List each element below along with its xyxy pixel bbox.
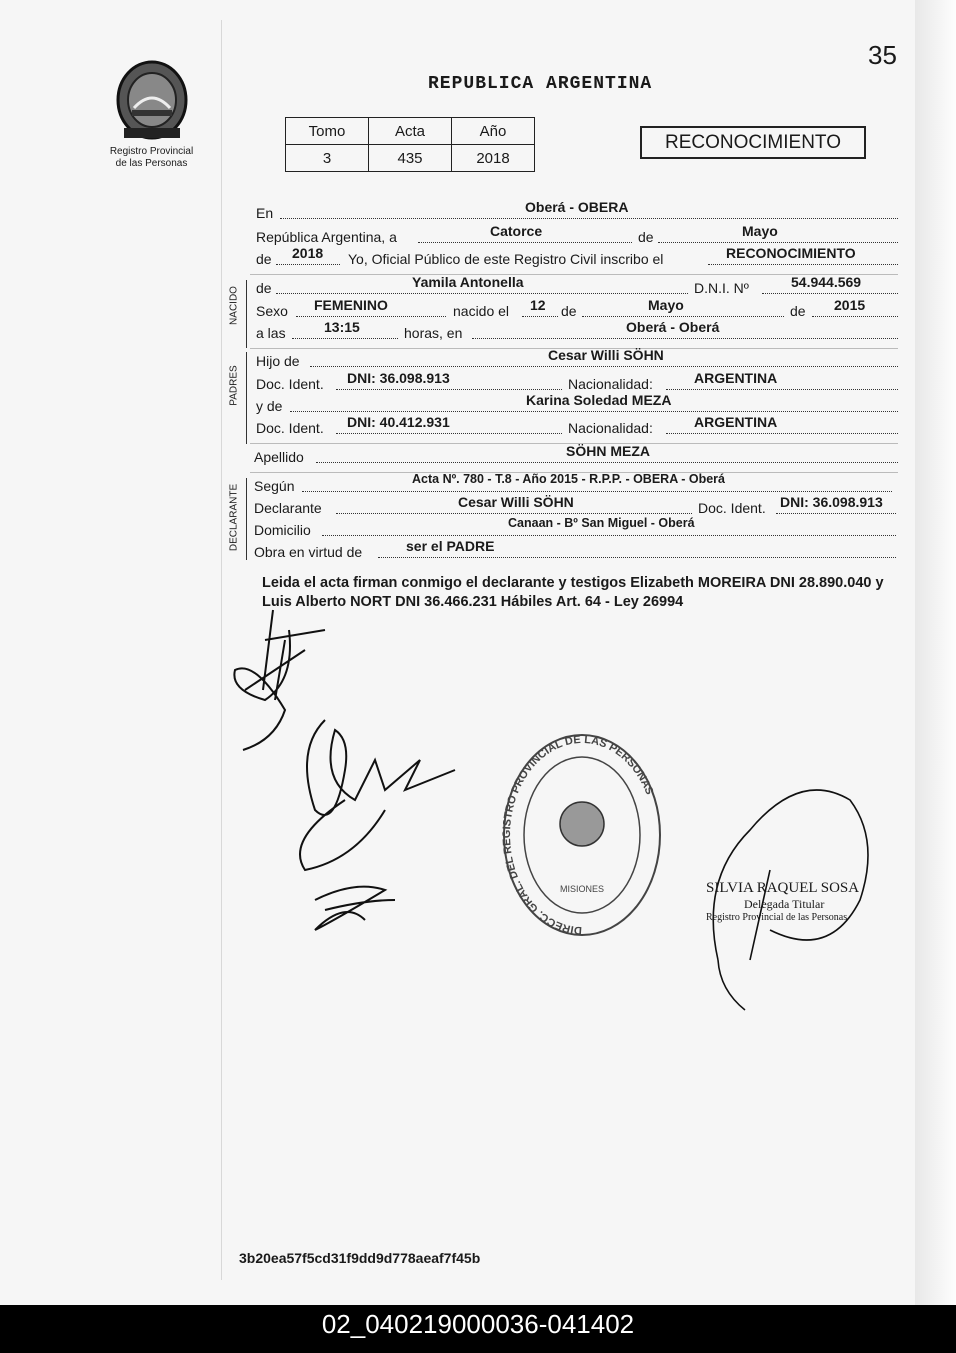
horas-label: horas, en <box>404 325 463 341</box>
birth-de1: de <box>561 303 577 319</box>
dni-label: D.N.I. Nº <box>694 280 749 296</box>
sexo-value: FEMENINO <box>314 297 388 313</box>
declarante-side-label: DECLARANTE <box>228 483 240 552</box>
obra-label: Obra en virtud de <box>254 544 363 560</box>
republica-label: República Argentina, a <box>256 229 397 245</box>
year-prefix: de <box>256 251 272 267</box>
registry-seal <box>500 732 665 942</box>
birth-month: Mayo <box>648 297 684 313</box>
record-type-box: RECONOCIMIENTO <box>640 126 866 159</box>
declarante-label: Declarante <box>254 500 322 516</box>
nac2-label: Nacionalidad: <box>568 420 653 436</box>
line-doc2 <box>256 414 898 440</box>
inscribo-value: RECONOCIMIENTO <box>726 245 856 261</box>
segun-label: Según <box>254 478 295 494</box>
table-value-acta: 435 <box>369 145 452 172</box>
obra-value: ser el PADRE <box>406 538 495 554</box>
name-value: Yamila Antonella <box>412 274 524 290</box>
footer-id: 02_040219000036-041402 <box>0 1305 956 1353</box>
domicilio-value: Canaan - Bº San Miguel - Oberá <box>508 516 695 530</box>
doc1-value: DNI: 36.098.913 <box>347 370 450 386</box>
line-apellido <box>254 443 898 469</box>
yde-label: y de <box>256 398 283 414</box>
month-value: Mayo <box>742 223 778 239</box>
apellido-value: SÖHN MEZA <box>566 443 650 459</box>
nac1-value: ARGENTINA <box>694 370 778 386</box>
line-domicilio <box>254 516 898 542</box>
en-label: En <box>256 205 274 221</box>
sexo-label: Sexo <box>256 303 288 319</box>
logo-label-line1: Registro Provincial <box>109 146 194 157</box>
document-hash: 3b20ea57f5cd31f9dd9d778aeaf7f45b <box>239 1250 481 1266</box>
doc2-label: Doc. Ident. <box>256 420 324 436</box>
table-header-tomo: Tomo <box>286 118 369 145</box>
hora-label: a las <box>256 325 286 341</box>
signature-statement: Leida el acta firman conmigo el declarante y testigos Elizabeth MOREIRA DNI 28.890.040 y Luis Alberto NORT DNI 36.466.231 Hábiles Art. 64 - Ley 26994 <box>262 575 884 610</box>
name-label: de <box>256 280 272 296</box>
table-value-ano: 2018 <box>452 145 535 172</box>
segun-value: Acta Nº. 780 - T.8 - Año 2015 - R.P.P. - OBERA - Oberá <box>412 472 725 486</box>
nac1-label: Nacionalidad: <box>568 376 653 392</box>
officer-org: Registro Provincial de las Personas <box>706 912 848 923</box>
seal-bottom-text: MISIONES <box>559 884 605 894</box>
apellido-label: Apellido <box>254 449 304 465</box>
domicilio-label: Domicilio <box>254 522 311 538</box>
line-inscribo <box>256 245 898 271</box>
page-fold-line <box>221 20 222 1280</box>
page-edge <box>915 0 956 1305</box>
doc1-label: Doc. Ident. <box>256 376 324 392</box>
birth-de2: de <box>790 303 806 319</box>
logo-label-line2: de las Personas <box>115 158 188 169</box>
table-value-tomo: 3 <box>286 145 369 172</box>
inscribo-label: Yo, Oficial Público de este Registro Civil inscribo el <box>348 251 664 267</box>
mother-name: Karina Soledad MEZA <box>526 392 672 408</box>
province-seal-icon <box>112 58 192 142</box>
table-header-ano: Año <box>452 118 535 145</box>
en-value: Oberá - OBERA <box>525 199 629 215</box>
birth-place: Oberá - Oberá <box>626 319 720 335</box>
birth-year: 2015 <box>834 297 866 313</box>
table-header-acta: Acta <box>369 118 452 145</box>
officer-role: Delegada Titular <box>744 897 825 911</box>
officer-block <box>706 880 906 923</box>
father-name: Cesar Willi SÖHN <box>548 347 664 363</box>
doc3-label: Doc. Ident. <box>698 500 766 516</box>
birth-day: 12 <box>530 297 546 313</box>
seal-ring-text: DIRECC. GRAL. DEL REGISTRO PROVINCIAL DE LAS PERSONAS <box>501 733 656 937</box>
nac2-value: ARGENTINA <box>694 414 778 430</box>
dni-value: 54.944.569 <box>791 274 862 290</box>
line-obra <box>254 538 898 564</box>
hora-value: 13:15 <box>324 319 360 335</box>
day-value: Catorce <box>490 223 543 239</box>
nacido-label: nacido el <box>453 303 510 319</box>
seal-emblem-icon <box>560 802 604 846</box>
registry-logo <box>104 58 199 170</box>
page-number: 35 <box>868 40 897 70</box>
line-en <box>256 199 898 225</box>
nacido-side-label: NACIDO <box>228 286 240 325</box>
officer-name: SILVIA RAQUEL SOSA <box>706 880 860 896</box>
registry-table <box>285 117 535 172</box>
declarante-value: Cesar Willi SÖHN <box>458 494 574 510</box>
line-hora <box>256 319 898 345</box>
year-value: 2018 <box>292 245 324 261</box>
handwritten-signatures <box>225 600 465 950</box>
de-label: de <box>638 229 654 245</box>
hijo-label: Hijo de <box>256 353 300 369</box>
padres-side-label: PADRES <box>228 365 240 406</box>
doc3-value: DNI: 36.098.913 <box>780 494 883 510</box>
document-title: REPUBLICA ARGENTINA <box>428 74 653 94</box>
doc2-value: DNI: 40.412.931 <box>347 414 450 430</box>
